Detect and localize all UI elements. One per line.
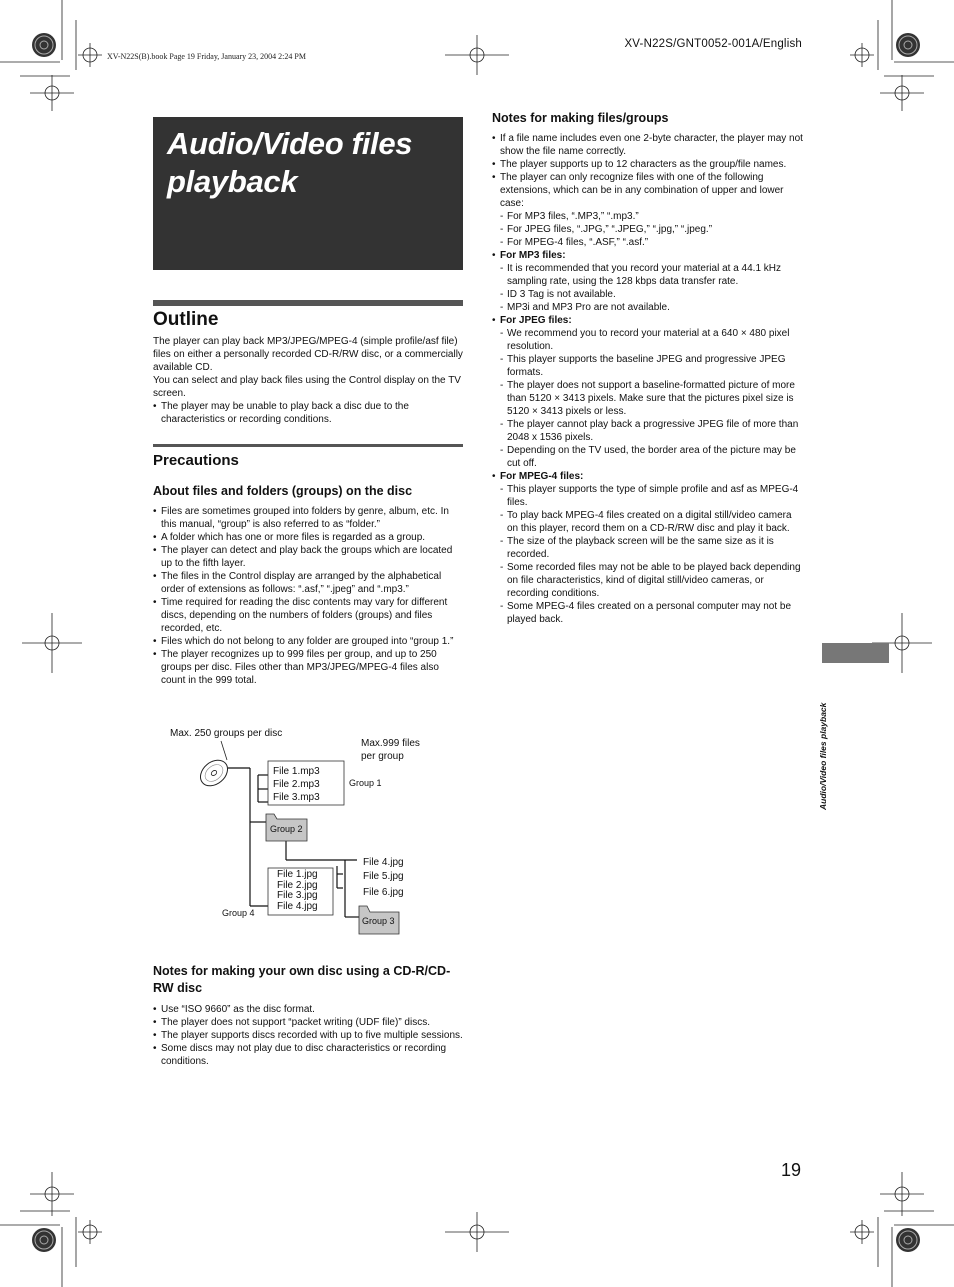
list-item — [492, 249, 804, 314]
group-2-label: Group 2 — [270, 824, 303, 834]
list-item: • The files in the Control display are arranged by the alphabetical order of extensions as follows: “.asf,” “.jpeg” and “.mp3.” — [153, 570, 463, 596]
list-item: • If a file name includes even one 2-byte character, the player may not show the file name correctly. — [492, 132, 804, 158]
list-item: - The player does not support a baseline-formatted picture of more than 5120 × 3413 pixels. Make sure that the pictures pixel size is 5120 × 3413 pixels or less. — [500, 379, 804, 418]
group-3-label: Group 3 — [362, 916, 395, 926]
jpeg-notes — [500, 327, 804, 470]
extension-list — [500, 210, 804, 249]
list-item: • A folder which has one or more files is regarded as a group. — [153, 531, 463, 544]
disc-icon — [195, 755, 232, 791]
mpeg4-files-heading: For MPEG-4 files: — [500, 471, 584, 482]
list-item: - It is recommended that you record your material at a 44.1 kHz sampling rate, using the 128 kbps data transfer rate. — [500, 262, 804, 288]
file-name: File 1.jpg — [277, 869, 318, 880]
list-item — [492, 470, 804, 626]
list-item: - Some MPEG-4 files created on a personal computer may not be played back. — [500, 600, 804, 626]
file-name: File 2.jpg — [277, 880, 318, 891]
mp3-files-heading: For MP3 files: — [500, 250, 566, 261]
file-name: File 4.jpg — [363, 857, 404, 868]
chapter-tab — [822, 643, 889, 663]
list-item: - The player cannot play back a progressive JPEG file of more than 2048 x 1536 pixels. — [500, 418, 804, 444]
list-item: • The player may be unable to play back a disc due to the characteristics or recording conditions. — [153, 400, 463, 426]
list-item: - For MP3 files, “.MP3,” “.mp3.” — [500, 210, 804, 223]
list-item: - This player supports the type of simple profile and asf as MPEG-4 files. — [500, 483, 804, 509]
disc-notes-heading — [153, 963, 463, 997]
list-item: - This player supports the baseline JPEG and progressive JPEG formats. — [500, 353, 804, 379]
disc-notes-heading-line-1: Notes for making your own disc using a CD-R/CD- — [153, 964, 451, 978]
disc-notes-heading-line-2: RW disc — [153, 981, 203, 995]
list-item — [492, 171, 804, 249]
list-item: - For MPEG-4 files, “.ASF,” “.asf.” — [500, 236, 804, 249]
outline-paragraph-2: You can select and play back files using the Control display on the TV screen. — [153, 375, 461, 399]
disc-notes-section — [153, 963, 463, 1068]
folders-heading: About files and folders (groups) on the disc — [153, 484, 413, 498]
max-files-label-1: Max.999 files — [361, 738, 420, 749]
list-item: • Files are sometimes grouped into folders by genre, album, etc. In this manual, “group” is also referred to as “folder.” — [153, 505, 463, 531]
mpeg4-notes — [500, 483, 804, 626]
list-item: • Use “ISO 9660” as the disc format. — [153, 1003, 463, 1016]
list-item: - ID 3 Tag is not available. — [500, 288, 804, 301]
page-number: 19 — [781, 1160, 802, 1180]
list-item: - Depending on the TV used, the border area of the picture may be cut off. — [500, 444, 804, 470]
print-info: XV-N22S(B).book Page 19 Friday, January 23, 2004 2:24 PM — [107, 52, 306, 61]
list-item: - We recommend you to record your material at a 640 × 480 pixel resolution. — [500, 327, 804, 353]
list-item: - The size of the playback screen will be the same size as it is recorded. — [500, 535, 804, 561]
file-name: File 4.jpg — [277, 901, 318, 912]
group-4-label: Group 4 — [222, 908, 255, 918]
list-item: • Files which do not belong to any folder are grouped into “group 1.” — [153, 635, 463, 648]
list-item: • The player can detect and play back the groups which are located up to the fifth layer. — [153, 544, 463, 570]
file-name: File 1.mp3 — [273, 766, 320, 777]
document-code: XV-N22S/GNT0052-001A/English — [624, 38, 802, 50]
list-item: • The player recognizes up to 999 files per group, and up to 250 groups per disc. Files other than MP3/JPEG/MPEG-4 files also count in the 999 total. — [153, 648, 463, 687]
list-item: • The player does not support “packet writing (UDF file)” discs. — [153, 1016, 463, 1029]
list-item: • The player supports up to 12 characters as the group/file names. — [492, 158, 804, 171]
max-files-label-2: per group — [361, 751, 404, 762]
list-item: - For JPEG files, “.JPG,” “.JPEG,” “.jpg,” “.jpeg.” — [500, 223, 804, 236]
disc-notes-bullets — [153, 1003, 463, 1068]
side-label: Audio/Video files playback — [818, 702, 828, 810]
list-item — [492, 314, 804, 470]
files-notes-bullets — [492, 132, 804, 626]
list-item: - MP3i and MP3 Pro are not available. — [500, 301, 804, 314]
list-item: - Some recorded files may not be able to be played back depending on file characteristics, kind of digital still/video cameras, or recording conditions. — [500, 561, 804, 600]
list-item: • Time required for reading the disc contents may vary for different discs, depending on the numbers of folders (groups) and files recorded, etc. — [153, 596, 463, 635]
mp3-notes — [500, 262, 804, 314]
outline-paragraph-1: The player can play back MP3/JPEG/MPEG-4 (simple profile/asf file) files on either a personally recorded CD-R/RW disc, or a commercially available CD. — [153, 336, 463, 373]
right-column — [492, 110, 804, 626]
file-name: File 3.jpg — [277, 890, 318, 901]
list-item-text: The player can only recognize files with one of the following extensions, which can be in any combination of upper and lower case: — [500, 172, 784, 209]
file-name: File 6.jpg — [363, 887, 404, 898]
outline-heading: Outline — [153, 309, 219, 330]
file-name: File 5.jpg — [363, 871, 404, 882]
jpeg-files-heading: For JPEG files: — [500, 315, 572, 326]
file-name: File 3.mp3 — [273, 792, 320, 803]
page-title-line-1: Audio/Video files — [167, 126, 413, 161]
list-item: • The player supports discs recorded with up to five multiple sessions. — [153, 1029, 463, 1042]
max-groups-label: Max. 250 groups per disc — [170, 728, 283, 739]
list-item: - To play back MPEG-4 files created on a digital still/video camera on this player, record them on a CD-R/RW disc and play it back. — [500, 509, 804, 535]
file-name: File 2.mp3 — [273, 779, 320, 790]
group-1-label: Group 1 — [349, 778, 382, 788]
list-item: • Some discs may not play due to disc characteristics or recording conditions. — [153, 1042, 463, 1068]
files-notes-heading: Notes for making files/groups — [492, 111, 669, 125]
precautions-heading: Precautions — [153, 452, 239, 469]
page-title-line-2: playback — [167, 164, 298, 199]
